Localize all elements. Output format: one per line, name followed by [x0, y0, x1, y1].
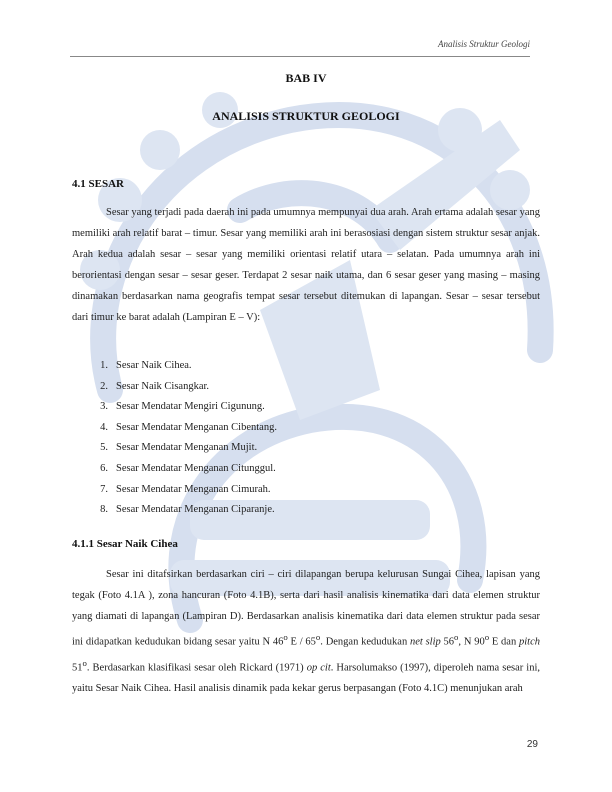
list-item: 2. Sesar Naik Cisangkar.: [100, 380, 210, 392]
chapter-title: ANALISIS STRUKTUR GEOLOGI: [212, 109, 400, 123]
list-item: 1. Sesar Naik Cihea.: [100, 360, 192, 371]
header-divider: [70, 56, 530, 57]
list-item: 8. Sesar Mendatar Menganan Ciparanje.: [100, 504, 275, 516]
running-header: Analisis Struktur Geologi: [438, 39, 530, 49]
section-4-1-1-paragraph: Sesar ini ditafsirkan berdasarkan ciri – ciri dilapangan berupa kelurusan Sungai Cihea, lapisan yang tegak (Foto 4.1A ), zona hancuran (Foto 4.1B), serta dari hasil analisis kinematika dari data elemen struktur yang diamati di lapangan (Lampiran D). Berdasarkan analisis kinematika dari data elemen struktur pada sesar ini didapatkan kedudukan bidang sesar yaitu N 46$^o$ E / 65$^o$. Dengan kedudukan net slip 56$^o$, N 90$^o$ E dan pitch 51$^o$. Berdasarkan klasifikasi sesar oleh Rickard (1971) op cit. Harsolumakso (1997), diperoleh nama sesar ini, yaitu Sesar Naik Cihea. Hasil analisis dinamik pada kekar gerus berpasangan (Foto 4.1C) menunjukan arah: [72, 569, 540, 694]
section-heading-4-1: 4.1 SESAR: [72, 178, 124, 190]
section-4-1-paragraph: Sesar yang terjadi pada daerah ini pada umumnya mempunyai dua arah. Arah ertama adalah sesar yang memiliki arah relatif barat – timur. Sesar yang memiliki arah ini berasosiasi dengan sistem struktur sesar anjak. Arah kedua adalah sesar – sesar yang memiliki orientasi relatif utara – selatan. Pada umumnya arah ini berorientasi dengan sesar – sesar geser. Terdapat 2 sesar naik utama, dan 6 sesar geser yang masing – masing dinamakan berdasarkan nama geografis tempat sesar tersebut ditemukan di lapangan. Sesar – sesar tersebut dari timur ke barat adalah (Lampiran E – V):: [72, 207, 540, 323]
list-item: 4. Sesar Mendatar Menganan Cibentang.: [100, 421, 277, 433]
page-number: 29: [526, 739, 538, 750]
list-item: 6. Sesar Mendatar Menganan Citunggul.: [100, 462, 276, 474]
fault-list: [72, 356, 277, 521]
chapter-number: BAB IV: [285, 71, 327, 85]
section-heading-4-1-1: 4.1.1 Sesar Naik Cihea: [72, 538, 178, 550]
list-item: 3. Sesar Mendatar Mengiri Cigunung.: [100, 401, 265, 413]
list-item: 5. Sesar Mendatar Menganan Mujit.: [100, 442, 258, 454]
list-item: 7. Sesar Mendatar Menganan Cimurah.: [100, 483, 271, 495]
